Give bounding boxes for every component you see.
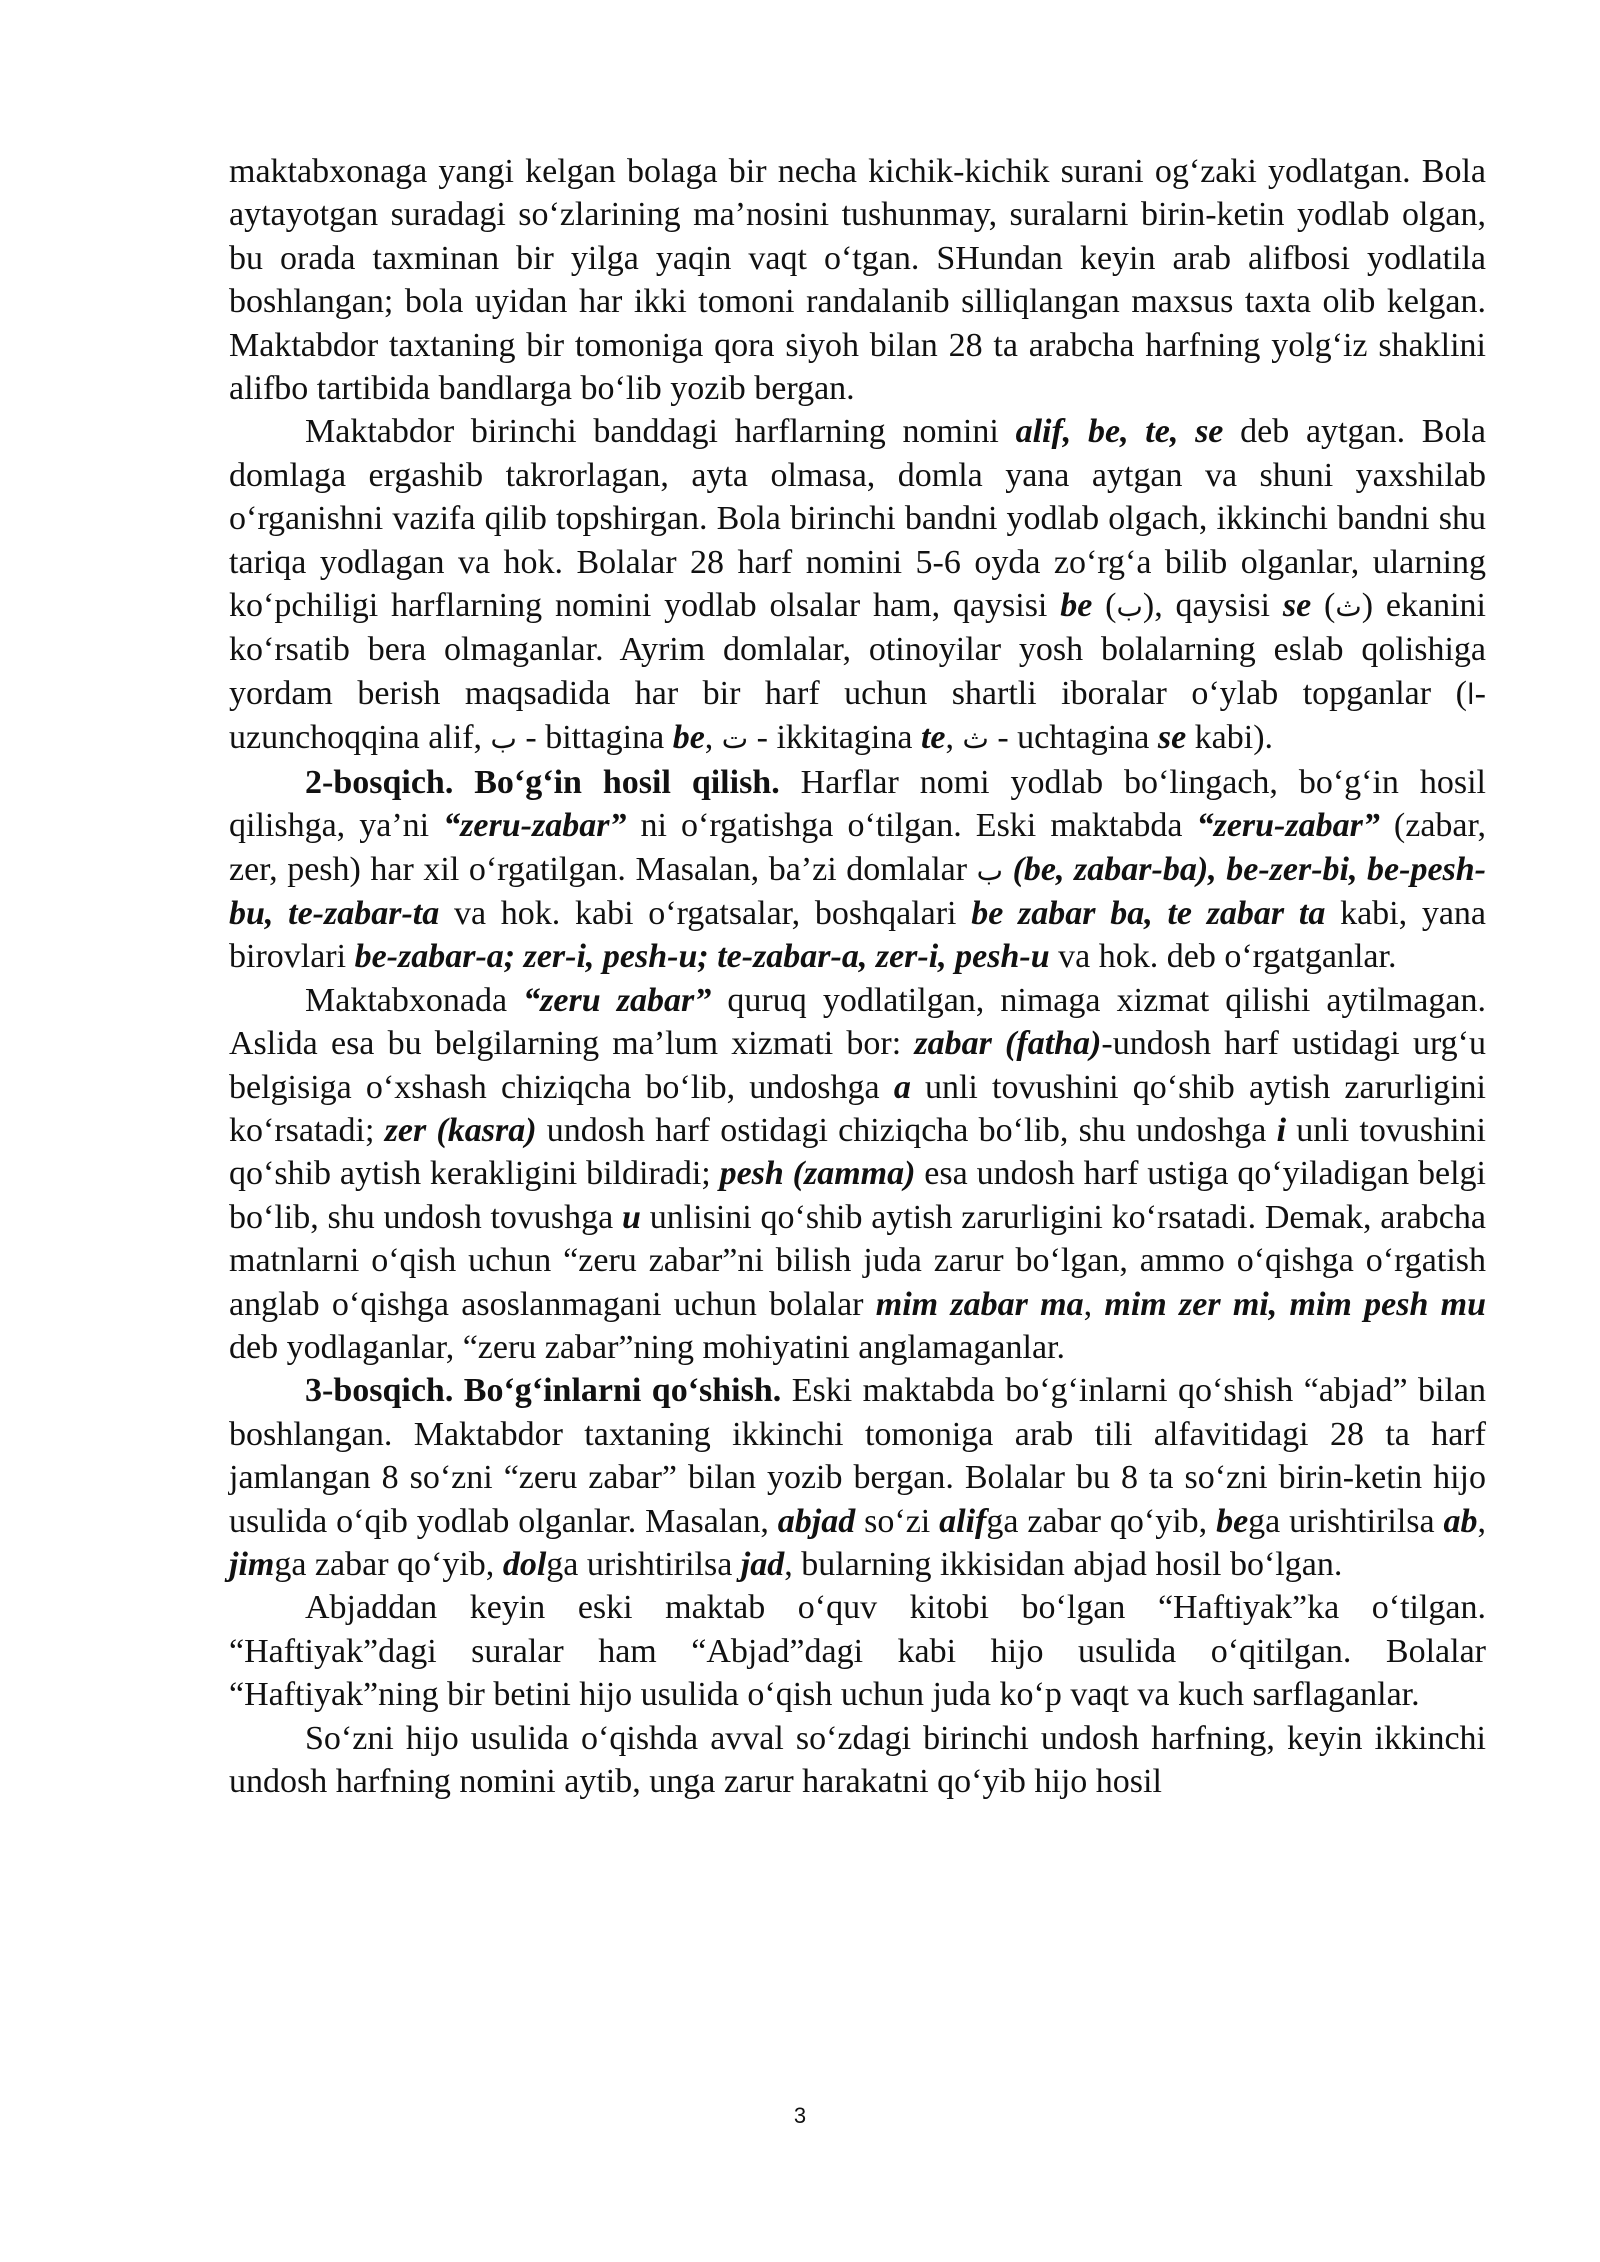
text-run: ni o‘rgatishga o‘tilgan. Eski maktabda (626, 807, 1197, 845)
emphasis-text: alif, be, te, se (1015, 413, 1224, 451)
text-run: va hok. kabi o‘rgatsalar, boshqalari (439, 894, 972, 932)
text-run: ) ekanini ko‘rsatib bera olmaganlar. Ayrim domlalar, otinoyilar yosh bolalarning eslab qolishiga yordam berish maqsadida har bir harf uchun shartli iboralar o‘ylab topganlar ( (229, 587, 1486, 712)
text-run: -uzunchoqqina alif, (229, 674, 1486, 757)
arabic-letter: ت (721, 722, 749, 756)
emphasis-text: i (1276, 1111, 1287, 1149)
emphasis-text: 3-bosqich. Bo‘g‘inlarni qo‘shish. (305, 1372, 782, 1410)
emphasis-text: jim (229, 1546, 275, 1583)
emphasis-text: be (1060, 587, 1093, 625)
emphasis-text: mim zer mi, mim pesh mu (1104, 1285, 1486, 1323)
text-run: unli tovushini qo‘shib aytish kerakligini bildiradi; (229, 1111, 1486, 1193)
emphasis-text: zabar (fatha) (914, 1025, 1102, 1063)
text-run: ( (1092, 587, 1117, 625)
text-run: -undosh harf ustidagi urg‘u belgisiga o‘xshash chiziqcha bo‘lib, undoshga (229, 1025, 1486, 1106)
emphasis-text: se (1157, 719, 1187, 757)
arabic-letter: ث (962, 722, 989, 756)
text-run: so‘zi (855, 1502, 940, 1540)
text-run: Abjaddan keyin eski maktab o‘quv kitobi bo‘lgan “Haftiyak”ka o‘tilgan. “Haftiyak”dagi suralar ham “Abjad”dagi kabi hijo usulida o‘qitilgan. Bolalar “Haftiyak”ning bir betini hijo usulida o‘qish uchun juda ko‘p vaqt va kuch sarflaganlar. (229, 1589, 1486, 1714)
arabic-letter: ث (1335, 590, 1362, 624)
paragraph (229, 1717, 1486, 1804)
text-run: (zabar, zer, pesh) har xil o‘rgatilgan. Masalan, ba’zi domlalar (229, 807, 1486, 888)
emphasis-text: “zeru-zabar” (1196, 807, 1380, 845)
text-run: ga zabar qo‘yib, (274, 1546, 503, 1583)
emphasis-text: (be, zabar-ba), be-zer-bi, be-pesh-bu, te-zabar-ta (229, 850, 1486, 932)
page-number: 3 (793, 2103, 807, 2128)
document-body (229, 150, 1486, 1803)
emphasis-text: mim zabar ma (875, 1285, 1084, 1323)
emphasis-text: be zabar ba, te zabar ta (971, 894, 1326, 932)
arabic-letter: ب (1116, 590, 1143, 624)
emphasis-text: jad (740, 1546, 785, 1583)
text-run: quruq yodlatilgan, nimaga xizmat qilishi aytilmagan. Aslida esa bu belgilarning ma’lum xizmati bor: (229, 981, 1486, 1063)
text-run: , (945, 719, 963, 757)
text-run: unlisini qo‘shib aytish zarurligini ko‘rsatadi. Demak, arabcha matnlarni o‘qish uchun “zeru zabar”ni bilish juda zarur bo‘lgan, ammo o‘qishga o‘rgatish anglab o‘qishga asoslanmagani uchun bolalar (229, 1198, 1486, 1323)
text-run: esa undosh harf ustiga qo‘yiladigan belgi bo‘lib, shu undosh tovushga (229, 1155, 1486, 1236)
text-run: Maktabxonada (305, 981, 524, 1019)
arabic-letter: ا (1466, 677, 1475, 711)
text-run: ga zabar qo‘yib, (986, 1502, 1217, 1540)
text-run (1003, 851, 1013, 888)
paragraph (229, 979, 1486, 1370)
arabic-letter: ب (490, 722, 517, 756)
emphasis-text: pesh (zamma) (719, 1155, 916, 1193)
text-run: , (1477, 1502, 1486, 1540)
text-run: undosh harf ostidagi chiziqcha bo‘lib, shu undoshga (536, 1111, 1277, 1149)
text-run: ( (1311, 587, 1336, 625)
text-run: , (1083, 1285, 1105, 1323)
emphasis-text: u (622, 1198, 641, 1236)
text-run: maktabxonaga yangi kelgan bolaga bir necha kichik-kichik surani og‘zaki yodlatgan. Bola aytayotgan suradagi so‘zlarining ma’nosini tushunmay, suralarni birin-ketin yodlab olgan, bu orada taxminan bir yilga yaqin vaqt o‘tgan. SHundan keyin arab alifbosi yodlatila boshlangan; bola uyidan har ikki tomoni randalanib silliqlangan maxsus taxta olib kelgan. Maktabdor taxtaning bir tomoniga qora siyoh bilan 28 ta arabcha harfning yolg‘iz shaklini alifbo tartibida bandlarga bo‘lib yozib bergan. (229, 153, 1486, 408)
text-run: ), qaysisi (1142, 587, 1283, 625)
text-run: Eski maktabda bo‘g‘inlarni qo‘shish “abjad” bilan boshlangan. Maktabdor taxtaning ikkinchi tomoniga arab tili alfavitidagi 28 ta harf jamlangan 8 so‘zni “zeru zabar” bilan yozib bergan. Bolalar bu 8 ta so‘zni birin-ketin hijo usulida o‘qib yodlab olganlar. Masalan, (229, 1372, 1486, 1540)
emphasis-text: a (893, 1068, 911, 1106)
text-run: - uchtagina (988, 719, 1158, 757)
text-run: Harflar nomi yodlab bo‘lingach, bo‘g‘in hosil qilishga, ya’ni (229, 763, 1486, 845)
emphasis-text: alif (939, 1502, 987, 1540)
text-run: unli tovushini qo‘shib aytish zarurligini ko‘rsatadi; (229, 1068, 1486, 1149)
emphasis-text: se (1282, 587, 1312, 625)
paragraph (229, 1369, 1486, 1586)
text-run: ga urishtirilsa (546, 1546, 741, 1583)
text-run: deb yodlaganlar, “zeru zabar”ning mohiyatini anglamaganlar. (229, 1328, 1066, 1366)
text-run: kabi, yana birovlari (229, 894, 1487, 976)
emphasis-text: abjad (777, 1502, 856, 1540)
text-run: , bularning ikkisidan abjad hosil bo‘lgan. (784, 1546, 1343, 1583)
text-run: - ikkitagina (748, 719, 921, 757)
text-run: deb aytgan. Bola domlaga ergashib takrorlagan, ayta olmasa, domla yana aytgan va shuni yaxshilab o‘rganishni vazifa qilib topshirgan. Bola birinchi bandni yodlab olgach, ikkinchi bandni shu tariqa yodlagan va hok. Bolalar 28 harf nomini 5-6 oyda zo‘rg‘a bilib olganlar, ularning ko‘pchiligi harflarning nomini yodlab olsalar ham, qaysisi (229, 413, 1487, 625)
arabic-letter: ب (976, 853, 1003, 887)
text-run: , (704, 719, 722, 757)
emphasis-text: ab (1443, 1502, 1478, 1540)
emphasis-text: dol (502, 1546, 547, 1583)
text-run: Maktabdor birinchi banddagi harflarning nomini (305, 413, 1016, 451)
text-run: - bittagina (516, 719, 673, 757)
emphasis-text: be-zabar-a; zer-i, pesh-u; te-zabar-a, zer-i, pesh-u (354, 938, 1050, 976)
paragraph (229, 410, 1486, 760)
paragraph (229, 150, 1486, 410)
text-run: kabi). (1186, 719, 1274, 757)
emphasis-text: 2-bosqich. Bo‘g‘in hosil qilish. (305, 763, 780, 801)
paragraph (229, 761, 1486, 979)
emphasis-text: be (672, 719, 705, 757)
emphasis-text: te (920, 719, 946, 757)
emphasis-text: “zeru zabar” (523, 981, 712, 1019)
emphasis-text: “zeru-zabar” (443, 807, 627, 845)
emphasis-text: zer (kasra) (384, 1111, 537, 1149)
paragraph (229, 1586, 1486, 1716)
text-run: va hok. deb o‘rgatganlar. (1049, 938, 1397, 976)
emphasis-text: be (1216, 1502, 1249, 1540)
text-run: ga urishtirilsa (1248, 1502, 1444, 1540)
text-run: So‘zni hijo usulida o‘qishda avval so‘zdagi birinchi undosh harfning, keyin ikkinchi undosh harfning nomini aytib, unga zarur harakatni qo‘yib hijo hosil (229, 1719, 1486, 1801)
